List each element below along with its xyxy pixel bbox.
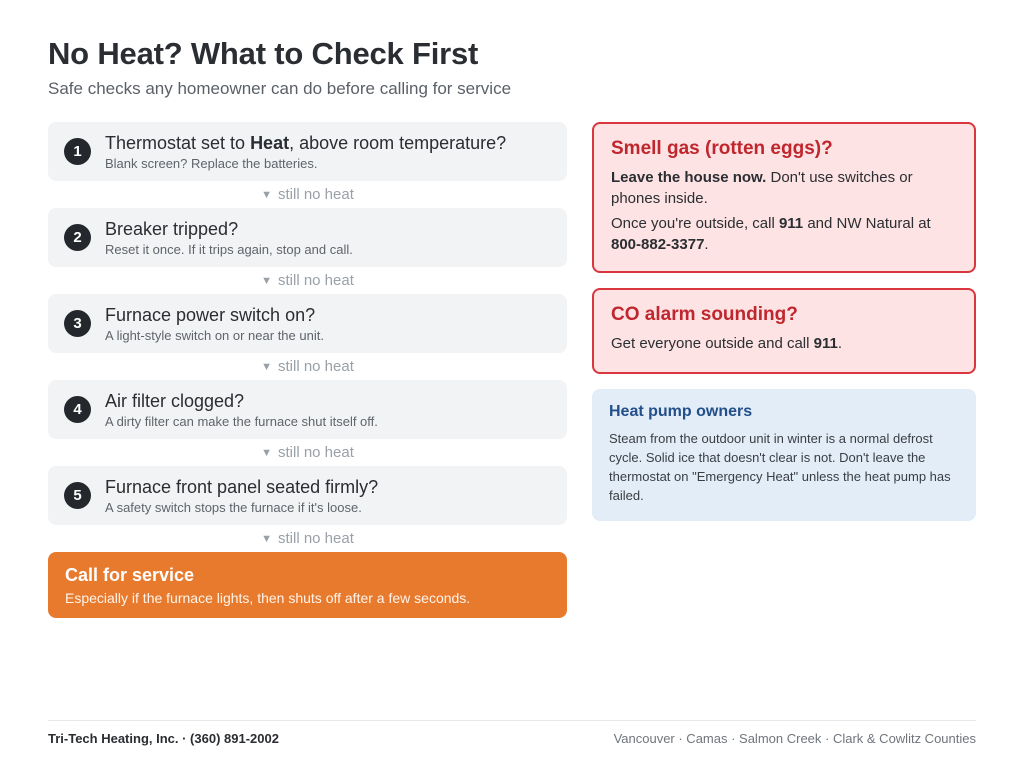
gas-call-post: . <box>704 236 709 253</box>
connector-label: still no heat <box>278 186 354 203</box>
connector-label: still no heat <box>278 272 354 289</box>
step-card-2 <box>48 208 567 267</box>
step-text <box>105 132 506 171</box>
step-card-5 <box>48 466 567 525</box>
gas-alert-box <box>592 122 976 273</box>
co-body-post: . <box>837 335 842 352</box>
co-body-pre: Get everyone outside and call <box>611 335 814 352</box>
page-subtitle: Safe checks any homeowner can do before calling for service <box>48 79 512 98</box>
down-triangle-icon: ▼ <box>261 188 272 201</box>
step-connector <box>48 525 567 552</box>
step-card-3 <box>48 294 567 353</box>
step-number-badge: 4 <box>64 396 91 423</box>
step-number-badge: 5 <box>64 482 91 509</box>
step-title: Air filter clogged? <box>105 391 245 411</box>
step-text <box>105 218 353 257</box>
step-subtitle: A light-style switch on or near the unit. <box>105 328 324 343</box>
step-text <box>105 304 324 343</box>
checklist-steps <box>48 122 567 618</box>
gas-call-mid: and NW Natural at <box>803 215 931 232</box>
gas-alert-call <box>611 213 957 255</box>
co-alert-body <box>611 333 957 354</box>
footer-service-areas: Vancouver · Camas · Salmon Creek · Clark & Cowlitz Counties <box>613 731 976 746</box>
footer-divider <box>48 720 976 721</box>
step-subtitle: Reset it once. If it trips again, stop and call. <box>105 242 353 257</box>
step-number-badge: 3 <box>64 310 91 337</box>
down-triangle-icon: ▼ <box>261 446 272 459</box>
connector-label: still no heat <box>278 530 354 547</box>
gas-call-phone: 800-882-3377 <box>611 236 705 253</box>
gas-call-911: 911 <box>778 215 804 232</box>
heat-pump-info-box <box>592 389 976 521</box>
step-card-4 <box>48 380 567 439</box>
page-title: No Heat? What to Check First <box>48 36 479 71</box>
co-body-911: 911 <box>813 335 838 352</box>
step-connector <box>48 181 567 208</box>
gas-alert-bold: Leave the house now. <box>611 169 767 186</box>
co-alert-title: CO alarm sounding? <box>611 304 798 325</box>
step-connector <box>48 267 567 294</box>
step-title: Furnace power switch on? <box>105 305 316 325</box>
step-text <box>105 476 378 515</box>
step-connector <box>48 353 567 380</box>
step-title: Furnace front panel seated firmly? <box>105 477 379 497</box>
step-number-badge: 2 <box>64 224 91 251</box>
service-title: Call for service <box>65 565 195 585</box>
step-subtitle: Blank screen? Replace the batteries. <box>105 156 318 171</box>
step-title: Breaker tripped? <box>105 219 239 239</box>
step-title-post: , above room temperature? <box>289 133 507 153</box>
connector-label: still no heat <box>278 444 354 461</box>
down-triangle-icon: ▼ <box>261 274 272 287</box>
step-title <box>105 132 506 154</box>
step-text <box>105 390 378 429</box>
down-triangle-icon: ▼ <box>261 532 272 545</box>
step-title-pre: Thermostat set to <box>105 133 251 153</box>
call-for-service-box <box>48 552 567 618</box>
step-title-bold: Heat <box>250 133 290 153</box>
gas-alert-rest: Don't use switches or phones inside. <box>611 169 913 207</box>
co-alert-box <box>592 288 976 374</box>
gas-alert-instruction <box>611 167 957 209</box>
down-triangle-icon: ▼ <box>261 360 272 373</box>
step-subtitle: A safety switch stops the furnace if it's loose. <box>105 500 362 515</box>
step-subtitle: A dirty filter can make the furnace shut itself off. <box>105 414 378 429</box>
step-card-1 <box>48 122 567 181</box>
service-subtitle: Especially if the furnace lights, then shuts off after a few seconds. <box>65 590 471 606</box>
gas-alert-title: Smell gas (rotten eggs)? <box>611 138 833 159</box>
footer-company: Tri-Tech Heating, Inc. · (360) 891-2002 <box>48 731 279 746</box>
step-connector <box>48 439 567 466</box>
step-number-badge: 1 <box>64 138 91 165</box>
heat-pump-body: Steam from the outdoor unit in winter is a normal defrost cycle. Solid ice that doesn't clear is not. Don't leave the thermostat on "Emergency Heat" unless the heat pump has failed. <box>609 431 951 503</box>
heat-pump-title: Heat pump owners <box>609 403 753 420</box>
connector-label: still no heat <box>278 358 354 375</box>
gas-call-pre: Once you're outside, call <box>611 215 779 232</box>
